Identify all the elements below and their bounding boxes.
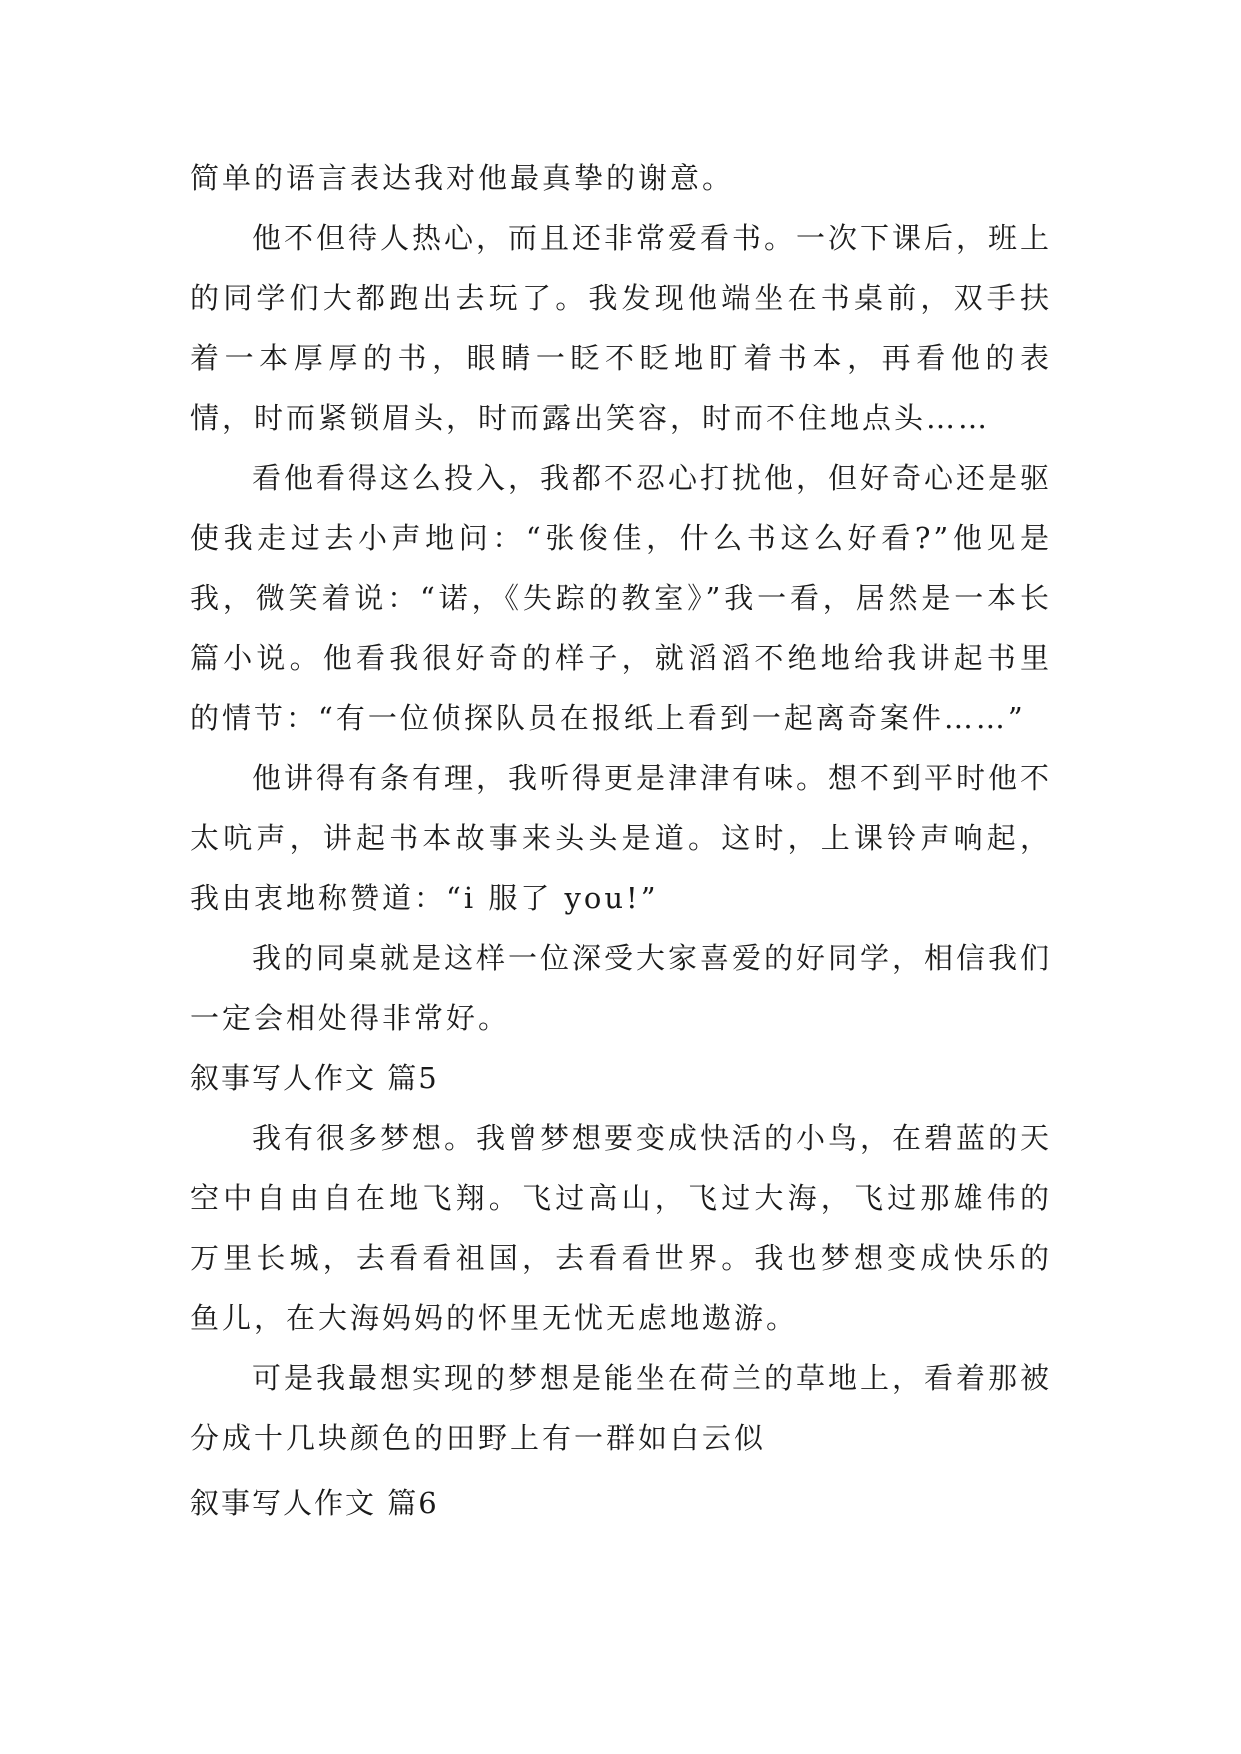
- paragraph-question: 看他看得这么投入，我都不忍心打扰他，但好奇心还是驱使我走过去小声地问：“张俊佳，什么书这么好看?”他见是我，微笑着说：“诺，《失踪的教室》”我一看，居然是一本长篇小说。他看我很好奇的样子，就滔滔不绝地给我讲起书里的情节：“有一位侦探队员在报纸上看到一起离奇案件……”: [190, 461, 1053, 735]
- paragraph-dreams: 我有很多梦想。我曾梦想要变成快活的小鸟，在碧蓝的天空中自由自在地飞翔。飞过高山，飞过大海，飞过那雄伟的万里长城，去看看祖国，去看看世界。我也梦想变成快乐的鱼儿，在大海妈妈的怀里无忧无虑地遨游。: [190, 1121, 1053, 1335]
- paragraph-conclusion: 我的同桌就是这样一位深受大家喜爱的好同学，相信我们一定会相处得非常好。: [190, 941, 1053, 1035]
- paragraph-holland-dream: 可是我最想实现的梦想是能坐在荷兰的草地上，看着那被分成十几块颜色的田野上有一群如白云似: [190, 1361, 1053, 1455]
- paragraph-storytelling: 他讲得有条有理，我听得更是津津有味。想不到平时他不太吭声，讲起书本故事来头头是道。这时，上课铃声响起，我由衷地称赞道：“i 服了 you!”: [190, 761, 1053, 915]
- document-page: [190, 148, 1052, 1538]
- paragraph-continuation: 简单的语言表达我对他最真挚的谢意。: [190, 161, 735, 195]
- section-heading-6: 叙事写人作文 篇6: [190, 1486, 439, 1520]
- paragraph-reading: 他不但待人热心，而且还非常爱看书。一次下课后，班上的同学们大都跑出去玩了。我发现他端坐在书桌前，双手扶着一本厚厚的书，眼睛一眨不眨地盯着书本，再看他的表情，时而紧锁眉头，时而露出笑容，时而不住地点头……: [190, 221, 1053, 435]
- section-heading-5: 叙事写人作文 篇5: [190, 1061, 439, 1095]
